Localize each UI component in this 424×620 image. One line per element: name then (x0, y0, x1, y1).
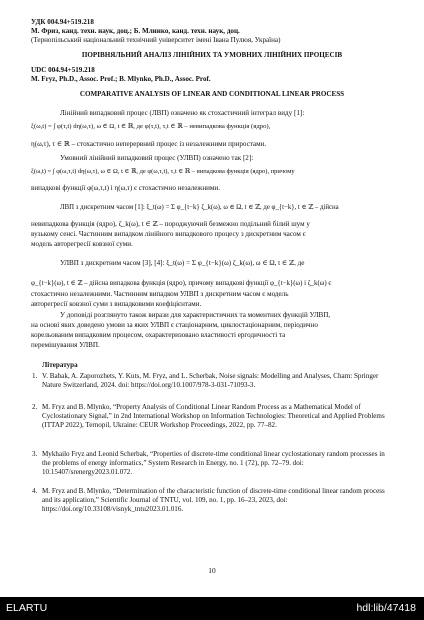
reference-number: 3. (32, 450, 38, 458)
reference-text: M. Fryz and B. Mlynko, “Property Analysis of Conditional Linear Random Process as a Mathematical Model of Cyclostationary Signal,” in 2nd International Workshop on Information Technologies: Theoretical and Applied Problems (ITTAP 2022), Ternopil, Ukraine: CEUR Workshop Proceedings, 2022, pp. 77–82. (42, 403, 385, 430)
reference-text: M. Fryz and B. Mlynko, “Determination of the characteristic function of discrete-time conditional linear random process and its application,” Scientific Journal of TNTU, vol. 109, no. 1, pp. 16–23, 2023, doi: https://doi.org/10.33108/visnyk_tntu2023.01.016. (42, 487, 385, 514)
reference-item (32, 403, 387, 430)
equation-2: ξ(ω,t) = ∫ φ(ω,τ,t) dη(ω,τ), ω ∈ Ω, t ∈ ℝ, де φ(ω,τ,t), τ,t ∈ ℝ – випадкова функція (ядро), причому (31, 168, 295, 175)
equation-1: ξ(ω,t) = ∫ φ(τ,t) dη(ω,τ), ω ∈ Ω, t ∈ ℝ, де φ(τ,t), τ,t ∈ ℝ – невипадкова функція (ядро), (31, 123, 271, 130)
body-p5-line1: У доповіді розглянуто також вирази для характеристичних та моментних функцій УЛВП, (60, 311, 331, 319)
body-p4-line1: УЛВП з дискретним часом [3], [4]: ξ_t(ω) = Σ φ_{t−k}(ω) ζ_k(ω), ω ∈ Ω, t ∈ ℤ, де (60, 259, 305, 267)
reference-item (32, 450, 387, 477)
body-p5-line2: на основі яких доведено умови за яких УЛВП є стаціонарним, циклостаціонарним, періодично (31, 321, 318, 329)
body-p2-line1: Умовний лінійний випадковий процес (УЛВП) означено так [2]: (60, 154, 254, 162)
repository-name: ELARTU (6, 602, 48, 614)
reference-text: V. Babak, A. Zaporozhets, Y. Kuts, M. Fryz, and L. Scherbak, Noise signals: Modelling and Analyses, Cham: Springer Nature Switzerland, 2024. doi: https://doi.org/10.1007/978-3-031-71093-3. (42, 372, 379, 390)
handle-id: hdl:lib/47418 (356, 602, 416, 614)
udc-eng: UDC 004.94+519.218 (31, 66, 95, 74)
authors-eng: M. Fryz, Ph.D., Assoc. Prof.; B. Mlynko, Ph.D., Assoc. Prof. (31, 75, 211, 83)
reference-number: 1. (32, 372, 38, 380)
body-p3-line1: ЛВП з дискретним часом [1]: ξ_t(ω) = Σ φ_{t−k} ζ_k(ω), ω ∈ Ω, t ∈ ℤ, де φ_{t−k}, t ∈ ℤ – дійсна (60, 204, 339, 211)
page-number: 10 (208, 566, 216, 575)
body-p4-line3: стохастично незалежними. Частинним випадком УЛВП з дискретним часом є модель (31, 290, 289, 298)
body-p4-line4: авторегресії ковзної суми з випадковими коефіцієнтами. (31, 300, 202, 308)
affiliation-ukr: (Тернопільський національний технічний університет імені Івана Пулюя, Україна) (31, 36, 281, 44)
reference-item (32, 487, 387, 514)
body-p5-line4: перемішування УЛВП. (31, 341, 100, 349)
body-p3-line2: невипадкова функція (ядро), ζ_k(ω), t ∈ ℤ – породжуючий безмежно подільний білий шум у (31, 220, 310, 228)
body-p3-line4: модель авторегресії ковзної суми. (31, 240, 133, 248)
references-heading: Література (42, 361, 78, 369)
body-p1-line3: η(ω,τ), τ ∈ ℝ – стохастично неперервний процес із незалежними приростами. (31, 140, 267, 148)
reference-number: 2. (32, 403, 38, 411)
body-p2-line3: випадкові функції φ(ω,τ,t) і η(ω,τ) є стохастично незалежними. (31, 184, 220, 192)
body-p1-line1: Лінійний випадковий процес (ЛВП) означено як стохастичний інтеграл виду [1]: (60, 109, 305, 117)
body-p4-line2: φ_{t−k}(ω), t ∈ ℤ – дійсна випадкова функція (ядро), причому випадкові функції φ_{t−k}(ω) і ζ_k(ω) є (31, 280, 332, 287)
footer-bar (0, 597, 424, 620)
authors-ukr: М. Фриз, канд. техн. наук, доц.; Б. Млинко, канд. техн. наук, доц. (31, 27, 240, 35)
body-p3-line3: вузькому сенсі. Частинним випадком лінійного випадкового процесу з дискретним часом є (31, 230, 306, 238)
udc-ukr: УДК 004.94+519.218 (31, 18, 94, 26)
title-eng: COMPARATIVE ANALYSIS OF LINEAR AND CONDITIONAL LINEAR PROCESS (79, 90, 345, 98)
reference-item (32, 372, 387, 390)
reference-text: Mykhailo Fryz and Leonid Scherbak, “Properties of discrete-time conditional linear cyclostationary random processes in the problems of energy informatics,” System Research in Energy, no. 1 (72), pp. 72–79. doi: 10.15407/srenergy2023.01.072. (42, 450, 385, 477)
title-ukr: ПОРІВНЯЛЬНИЙ АНАЛІЗ ЛІНІЙНИХ ТА УМОВНИХ ЛІНІЙНИХ ПРОЦЕСІВ (81, 51, 343, 59)
reference-number: 4. (32, 487, 38, 495)
body-p5-line3: корельованим випадковим процесом, охарактеризовано властивості ергодичності та (31, 331, 286, 339)
